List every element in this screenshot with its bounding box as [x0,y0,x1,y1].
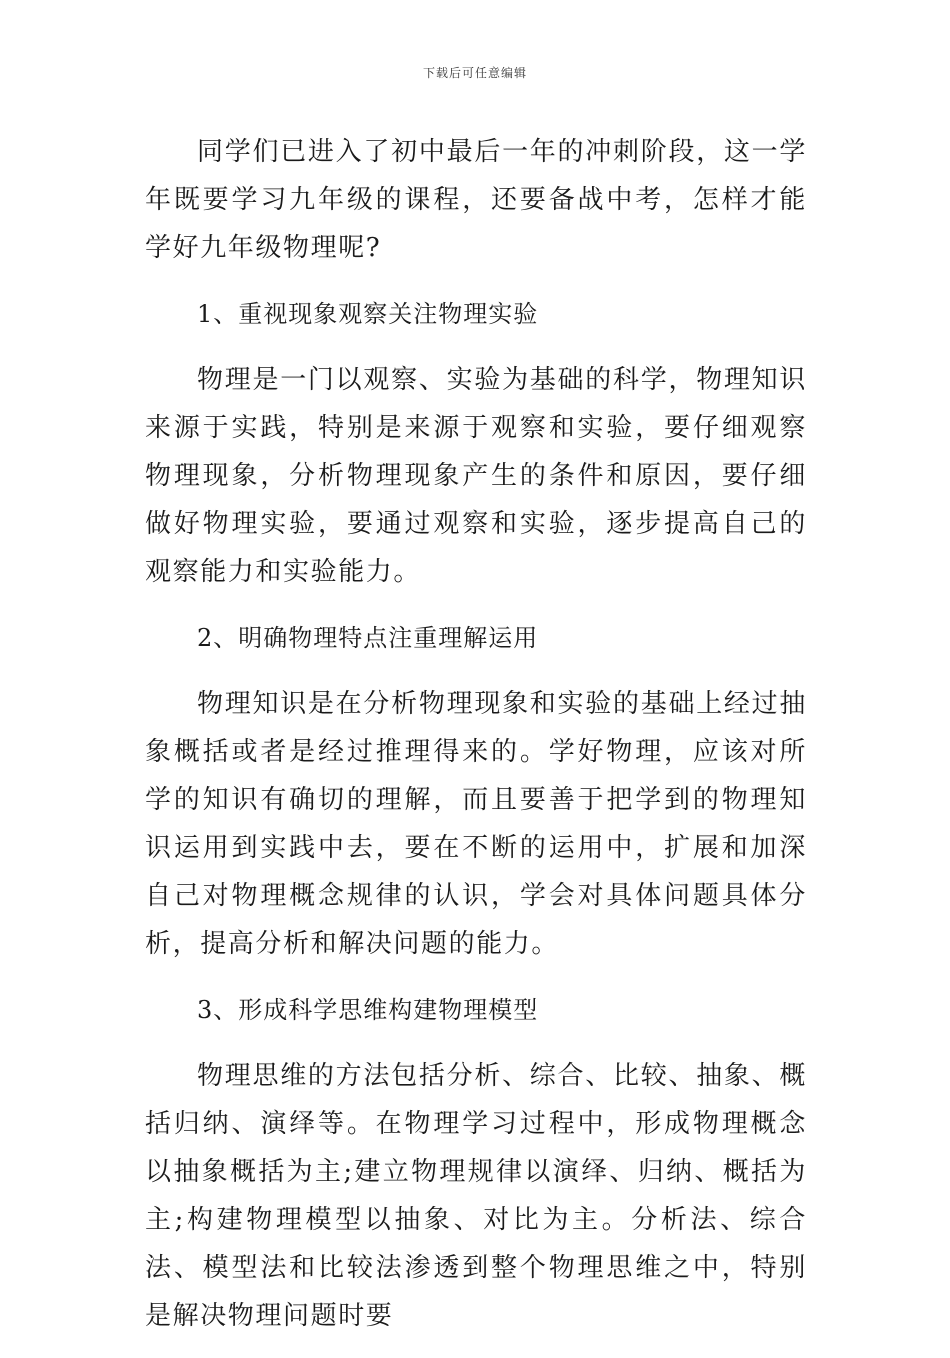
section-heading-3: 3、形成科学思维构建物理模型 [197,996,539,1024]
document-body [145,128,807,1358]
section-2-paragraph: 物理知识是在分析物理现象和实验的基础上经过抽象概括或者是经过推理得来的。学好物理，应该对所学的知识有确切的理解，而且要善于把学到的物理知识运用到实践中去，要在不断的运用中，扩展和加深自己对物理概念规律的认识，学会对具体问题具体分析，提高分析和解决问题的能力。 [145,689,807,959]
section-1-paragraph: 物理是一门以观察、实验为基础的科学，物理知识来源于实践，特别是来源于观察和实验，要仔细观察物理现象，分析物理现象产生的条件和原因，要仔细做好物理实验，要通过观察和实验，逐步提高自己的观察能力和实验能力。 [145,365,807,587]
section-heading-2: 2、明确物理特点注重理解运用 [197,624,539,652]
page-header: 下载后可任意编辑 [422,66,527,80]
section-heading-1: 1、重视现象观察关注物理实验 [197,300,539,328]
section-3-paragraph: 物理思维的方法包括分析、综合、比较、抽象、概括归纳、演绎等。在物理学习过程中，形成物理概念以抽象概括为主;建立物理规律以演绎、归纳、概括为主;构建物理模型以抽象、对比为主。分析法、综合法、模型法和比较法渗透到整个物理思维之中，特别是解决物理问题时要 [145,1061,807,1331]
intro-paragraph: 同学们已进入了初中最后一年的冲刺阶段，这一学年既要学习九年级的课程，还要备战中考，怎样才能学好九年级物理呢? [145,137,807,263]
